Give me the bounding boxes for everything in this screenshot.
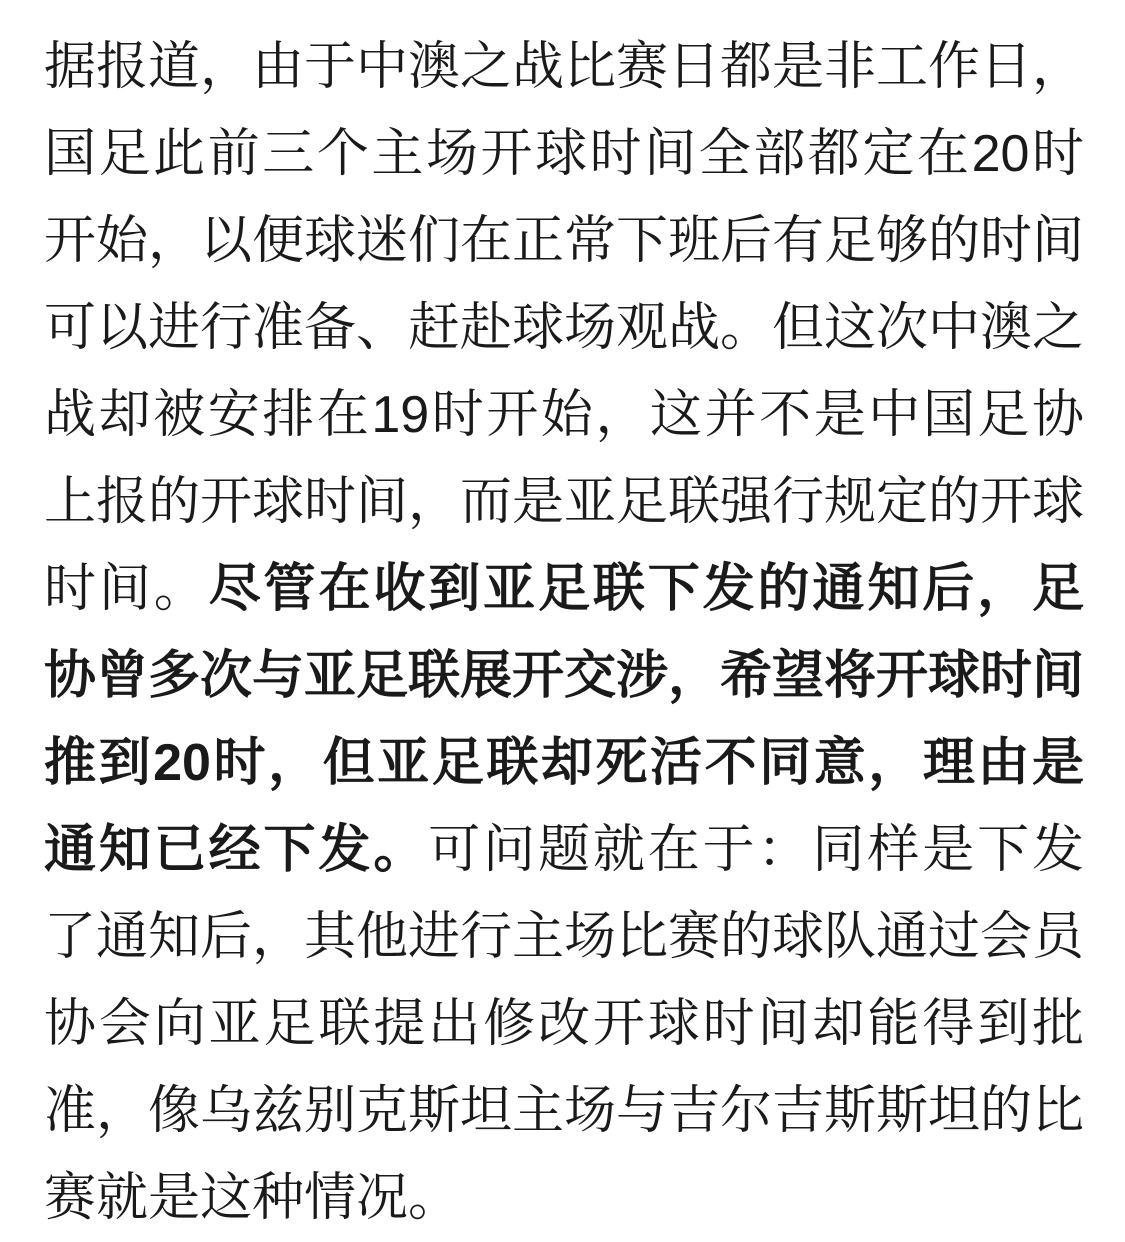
paragraph-segment-bold: 尽管在收到亚足联下发的通知后，足协曾多次与亚足联展开交涉，希望将开球时间推到20时，但亚足联却死活不同意，理由是通知已经下发。 [44, 560, 1085, 879]
paragraph-segment-before: 据报道，由于中澳之战比赛日都是非工作日，国足此前三个主场开球时间全部都定在20时开始，以便球迷们在正常下班后有足够的时间可以进行准备、赶赴球场观战。但这次中澳之战却被安排在19时开始，这并不是中国足协上报的开球时间，而是亚足联强行规定的开球时间。 [44, 38, 1085, 618]
paragraph-segment-after: 可问题就在于：同样是下发了通知后，其他进行主场比赛的球队通过会员协会向亚足联提出修改开球时间却能得到批准，像乌兹别克斯坦主场与吉尔吉斯斯坦的比赛就是这种情况。 [44, 821, 1085, 1227]
article-paragraph [44, 24, 1084, 1242]
